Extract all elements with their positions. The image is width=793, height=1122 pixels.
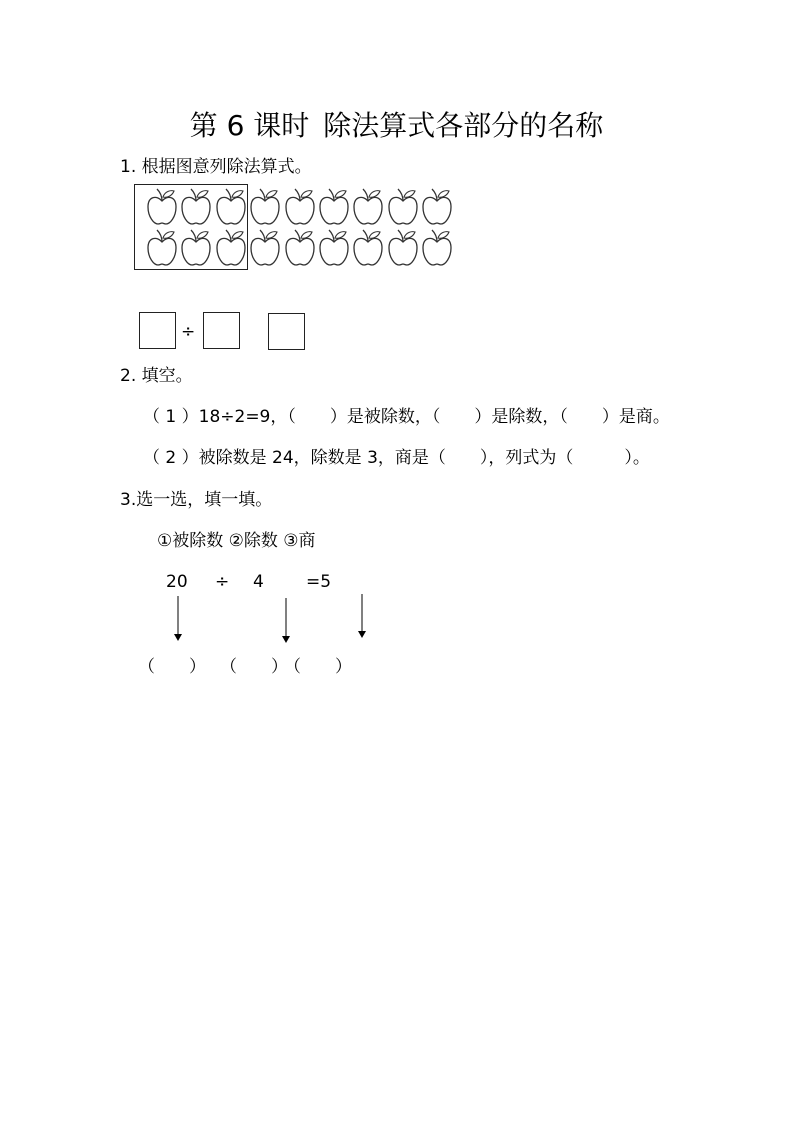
equation-divide-sign: ÷ [215, 572, 230, 592]
blank-dividend[interactable]: （ ） [138, 657, 206, 677]
question-2-item-2: （ 2 ）被除数是 24，除数是 3，商是（ ），列式为（ ）。 [143, 448, 650, 468]
question-1-label: 1. 根据图意列除法算式。 [120, 157, 312, 177]
apple-icon [386, 186, 420, 228]
page-title [0, 106, 793, 146]
question-2-label: 2. 填空。 [120, 366, 193, 386]
apple-icon [420, 227, 454, 269]
apple-icon [283, 186, 317, 228]
answer-box-dividend[interactable] [139, 312, 176, 349]
apple-icon [351, 186, 385, 228]
lesson-topic: 除法算式各部分的名称 [323, 109, 604, 142]
lesson-number: 第 6 课时 [189, 109, 310, 142]
arrow-down-icon [278, 598, 294, 646]
answer-box-divisor[interactable] [203, 312, 240, 349]
apple-icon [283, 227, 317, 269]
apple-icon [351, 227, 385, 269]
divide-sign: ÷ [181, 322, 196, 342]
apple-icon [386, 227, 420, 269]
equation-result: =5 [306, 572, 332, 592]
answer-options: ①被除数 ②除数 ③商 [157, 531, 316, 551]
question-3-label: 3.选一选，填一填。 [120, 490, 273, 510]
answer-box-quotient[interactable] [268, 313, 305, 350]
equation-divisor: 4 [253, 572, 264, 592]
arrow-down-icon [170, 596, 186, 644]
apple-icon [317, 227, 351, 269]
blank-divisor[interactable]: （ ） [220, 657, 288, 677]
question-2-item-1: （ 1 ）18÷2=9，（ ）是被除数，（ ）是除数，（ ）是商。 [143, 407, 670, 427]
blank-quotient[interactable]: （ ） [284, 657, 352, 677]
apple-icon [317, 186, 351, 228]
apple-icon [420, 186, 454, 228]
apple-group-frame [134, 184, 248, 270]
arrow-down-icon [354, 594, 370, 642]
apple-icon [248, 186, 282, 228]
equation-dividend: 20 [166, 572, 188, 592]
apple-icon [248, 227, 282, 269]
